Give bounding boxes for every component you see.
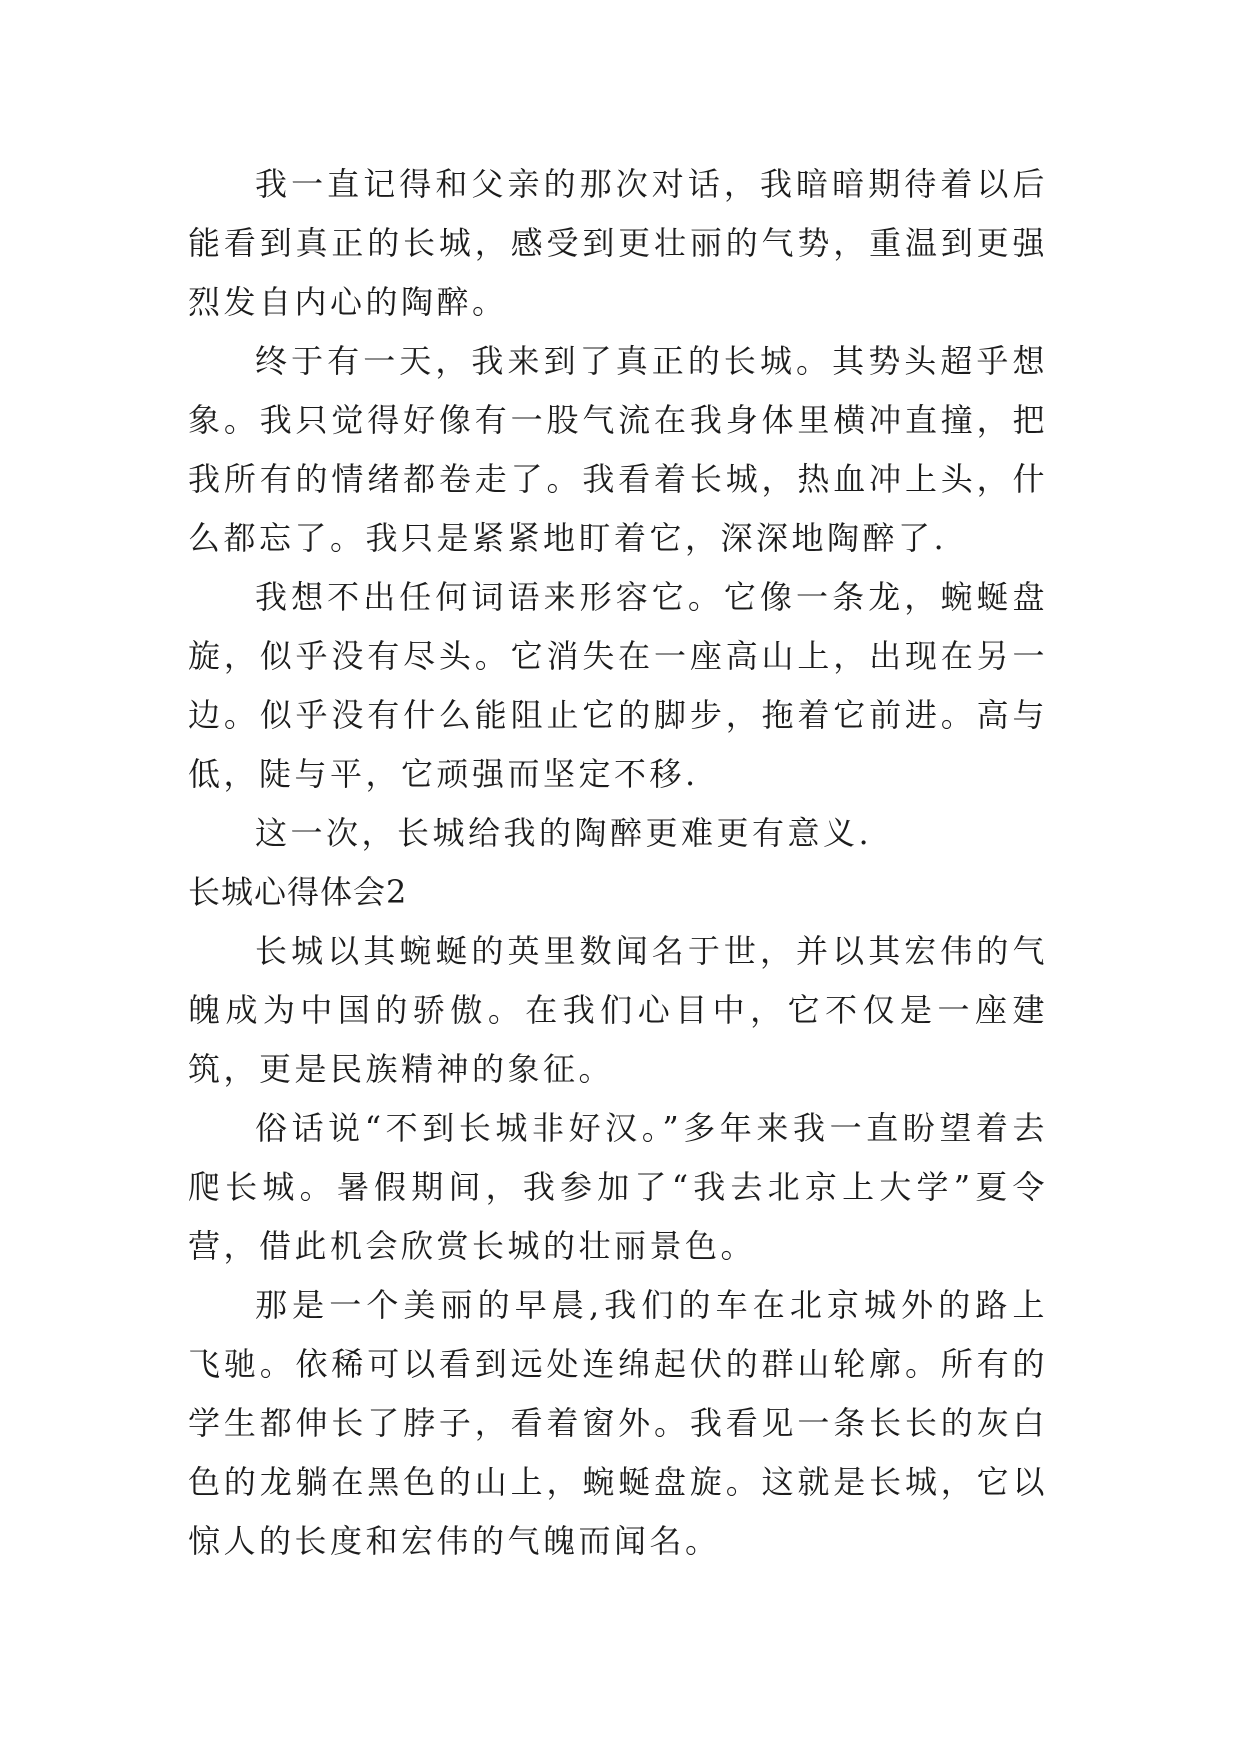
paragraph: 这一次，长城给我的陶醉更难更有意义. (255, 814, 873, 852)
section-heading: 长城心得体会2 (188, 873, 408, 911)
document-body (188, 155, 1048, 1571)
paragraph: 终于有一天，我来到了真正的长城。其势头超乎想象。我只觉得好像有一股气流在我身体里横冲直撞，把我所有的情绪都卷走了。我看着长城，热血冲上头，什么都忘了。我只是紧紧地盯着它，深深地陶醉了. (188, 342, 1048, 557)
paragraph: 我一直记得和父亲的那次对话，我暗暗期待着以后能看到真正的长城，感受到更壮丽的气势，重温到更强烈发自内心的陶醉。 (188, 165, 1048, 321)
paragraph: 俗话说“不到长城非好汉。”多年来我一直盼望着去爬长城。暑假期间，我参加了“我去北京上大学”夏令营，借此机会欣赏长城的壮丽景色。 (188, 1109, 1048, 1265)
paragraph: 那是一个美丽的早晨,我们的车在北京城外的路上飞驰。依稀可以看到远处连绵起伏的群山轮廓。所有的学生都伸长了脖子，看着窗外。我看见一条长长的灰白色的龙躺在黑色的山上，蜿蜒盘旋。这就是长城，它以惊人的长度和宏伟的气魄而闻名。 (188, 1286, 1048, 1560)
paragraph: 长城以其蜿蜒的英里数闻名于世，并以其宏伟的气魄成为中国的骄傲。在我们心目中，它不仅是一座建筑，更是民族精神的象征。 (188, 932, 1048, 1088)
paragraph: 我想不出任何词语来形容它。它像一条龙，蜿蜒盘旋，似乎没有尽头。它消失在一座高山上，出现在另一边。似乎没有什么能阻止它的脚步，拖着它前进。高与低，陡与平，它顽强而坚定不移. (188, 578, 1048, 793)
